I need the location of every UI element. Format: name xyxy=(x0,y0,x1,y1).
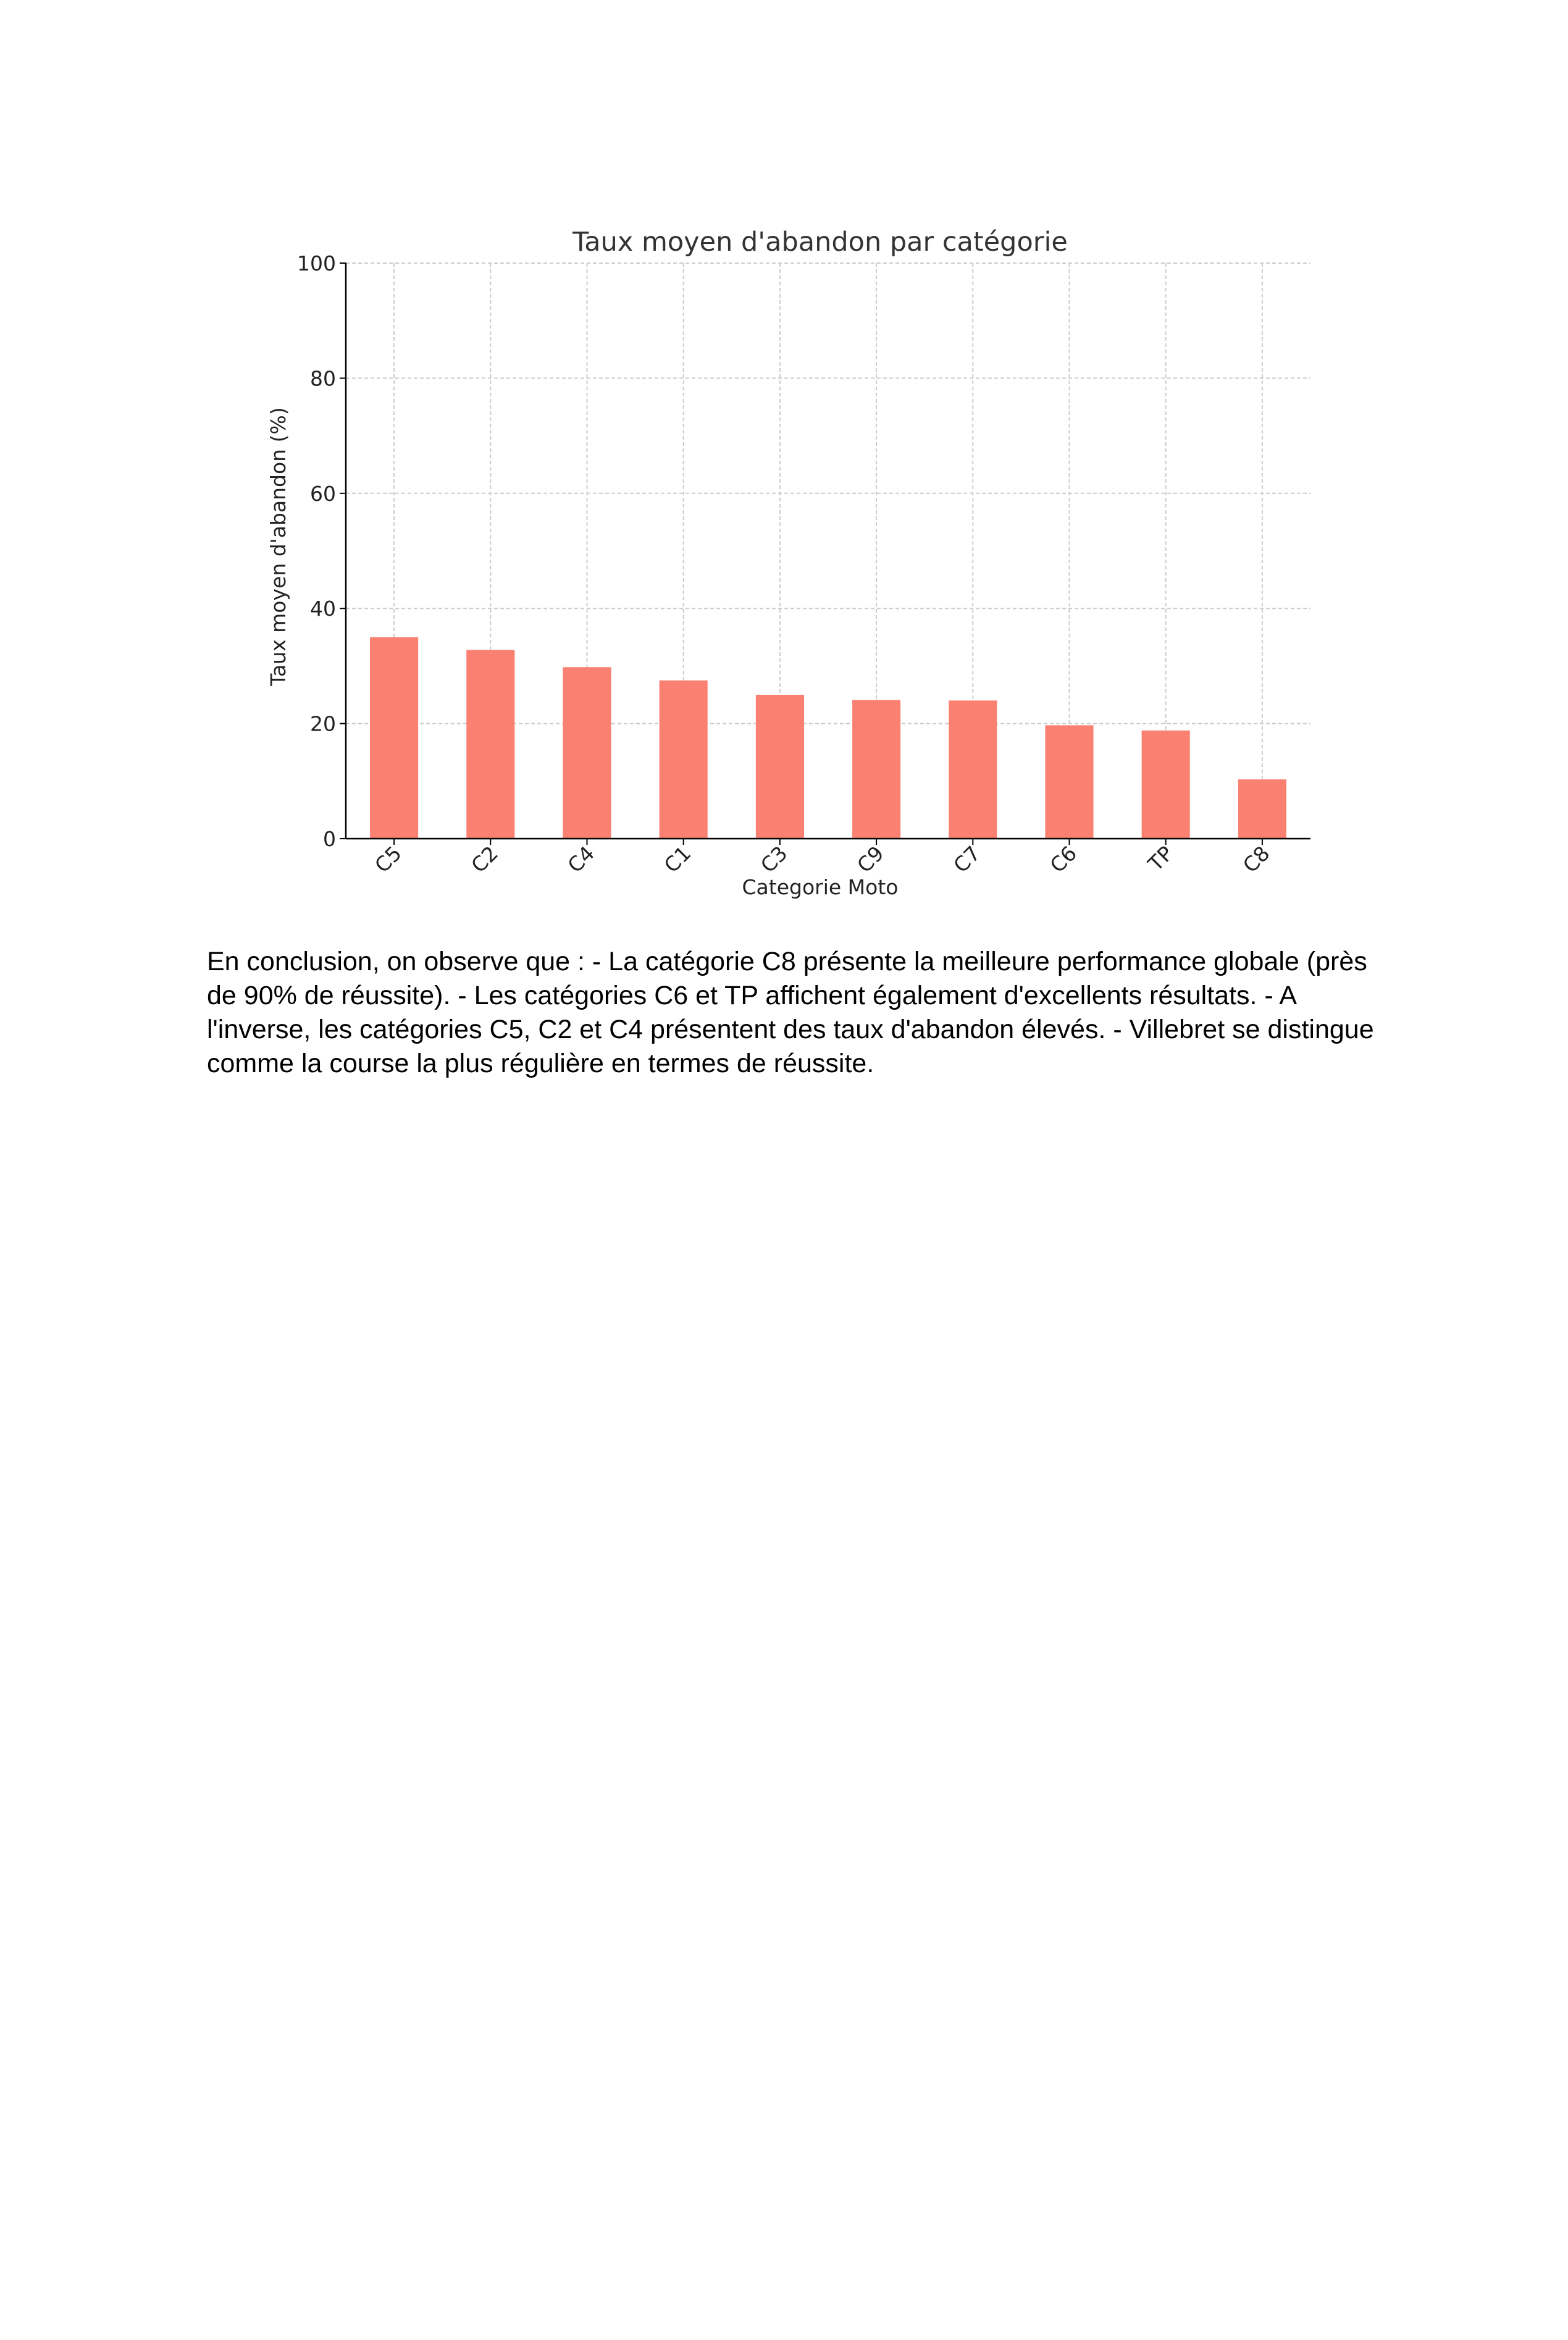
x-tick-label-C3: C3 xyxy=(755,841,792,878)
y-axis-label: Taux moyen d'abandon (%) xyxy=(266,407,290,686)
x-tick-label-C4: C4 xyxy=(563,841,600,878)
y-tick-label: 80 xyxy=(310,366,336,391)
bar-C1 xyxy=(660,681,708,839)
x-tick-label-C7: C7 xyxy=(949,841,985,878)
chart-title: Taux moyen d'abandon par catégorie xyxy=(572,227,1068,258)
x-tick-label-C6: C6 xyxy=(1045,841,1082,878)
bar-C9 xyxy=(852,700,900,839)
bar-C5 xyxy=(370,637,418,839)
x-tick-labels xyxy=(370,841,1275,878)
y-tick-labels xyxy=(297,251,336,851)
bar-C8 xyxy=(1238,779,1286,839)
y-tick-label: 20 xyxy=(310,711,336,736)
bar-C2 xyxy=(466,650,514,839)
bars xyxy=(370,637,1286,839)
bar-C6 xyxy=(1045,725,1093,839)
y-tick-label: 100 xyxy=(297,251,336,275)
x-tick-label-C8: C8 xyxy=(1238,841,1275,878)
x-axis-label: Categorie Moto xyxy=(742,875,899,899)
y-tick-label: 40 xyxy=(310,597,336,621)
x-tick-label-C9: C9 xyxy=(852,841,889,878)
bar-TP xyxy=(1142,731,1190,839)
x-tick-label-C5: C5 xyxy=(370,841,406,878)
conclusion-text: En conclusion, on observe que : - La catégorie C8 présente la meilleure performance globale (près de 90% de réussite). - Les catégories C6 et TP affichent également d'excellents résultats. - A l'inverse, les catégories C5, C2 et C4 présentent des taux d'abandon élevés. - Villebret se distingue comme la course la plus régulière en termes de réussite. xyxy=(207,947,1374,1078)
bar-chart xyxy=(0,0,1568,926)
y-tick-label: 60 xyxy=(310,481,336,506)
bar-C3 xyxy=(756,695,804,839)
bar-C7 xyxy=(949,700,997,839)
bar-C4 xyxy=(563,667,611,839)
x-tick-label-TP: TP xyxy=(1143,841,1178,876)
x-tick-label-C1: C1 xyxy=(659,841,696,878)
x-tick-label-C2: C2 xyxy=(466,841,503,878)
y-tick-label: 0 xyxy=(323,827,336,851)
